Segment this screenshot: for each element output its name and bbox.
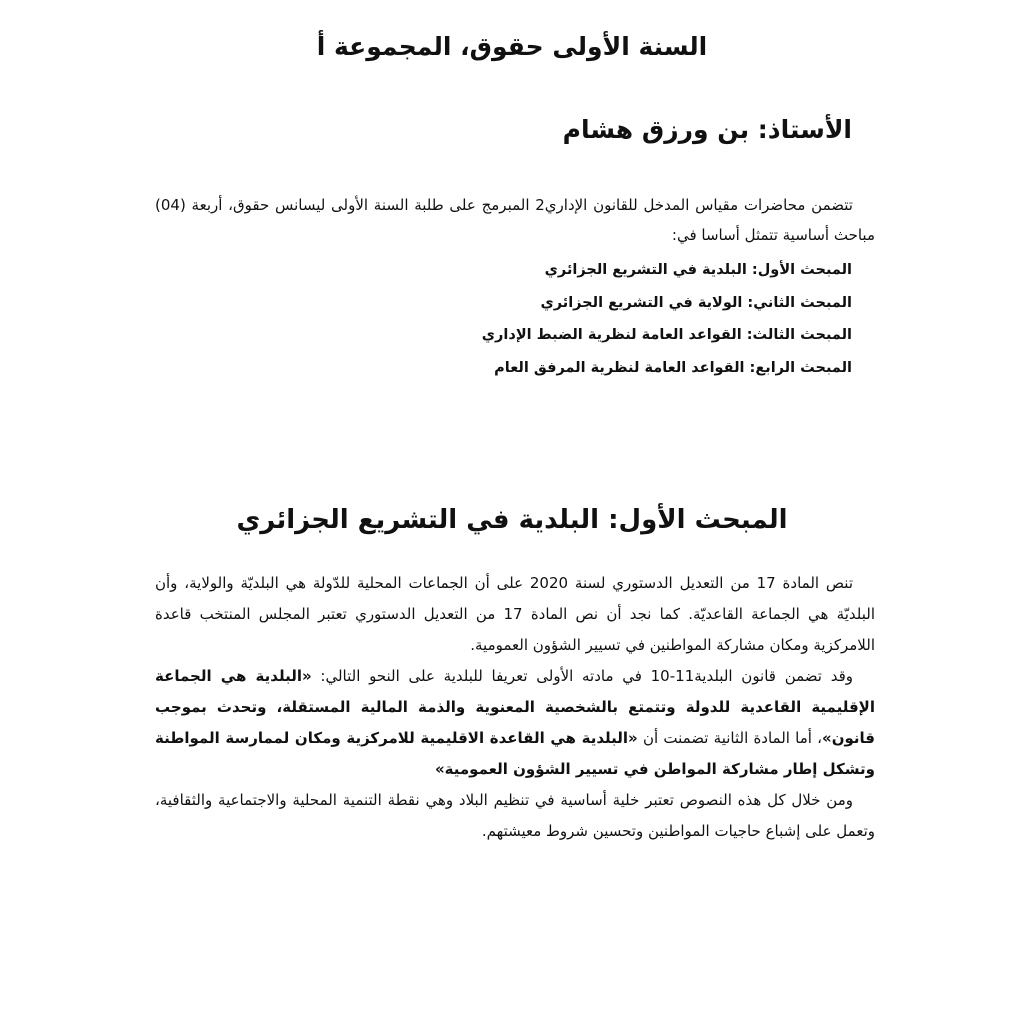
definition-middle: ، أما المادة الثانية تضمنت أن [637, 729, 822, 747]
chapter-item: المبحث الأول: البلدية في التشريع الجزائري [544, 262, 852, 278]
paragraph-definition [155, 661, 875, 785]
intro-paragraph [155, 190, 875, 250]
paragraph-constitution: تنص المادة 17 من التعديل الدستوري لسنة 2020 على أن الجماعات المحلية للدّولة هي البلديّة والولاية، وأن البلديّة هي الجماعة القاعديّة. كما نجد أن نص المادة 17 من التعديل الدستوري تعتبر المجلس المنتخب قاعدة اللامركزية ومكان مشاركة المواطنين في تسيير الشؤون العمومية. [155, 574, 875, 654]
professor-name: الأستاذ: بن ورزق هشام [562, 115, 852, 144]
section-body [155, 568, 875, 847]
chapter-item: المبحث الثاني: الولاية في التشريع الجزائري [540, 294, 852, 311]
definition-lead: وقد تضمن قانون البلدية11-10 في مادته الأولى تعريفا للبلدية على النحو التالي: [311, 667, 853, 685]
definition-quote-article1: «البلدية هي الجماعة الإقليمية القاعدية للدولة وتتمتع بالشخصية المعنوية والذمة المالية المستقلة، وتحدث بموجب قانون» [155, 667, 875, 747]
paragraph-conclusion: ومن خلال كل هذه النصوص تعتبر خلية أساسية في تنظيم البلاد وهي نقطة التنمية المحلية والاجتماعية والثقافية، وتعمل على إشباع حاجيات المواطنين وتحسين شروط معيشتهم. [155, 791, 875, 840]
intro-text: تتضمن محاضرات مقياس المدخل للقانون الإداري2 المبرمج على طلبة السنة الأولى ليسانس حقوق، أربعة (04) مباحث أساسية تتمثل أساسا في: [155, 196, 875, 244]
definition-quote-article2: «البلدية هي القاعدة الاقليمية للامركزية ومكان لممارسة المواطنة وتشكل إطار مشاركة المواطن في تسيير الشؤون العمومية» [155, 729, 875, 778]
chapters-list [482, 254, 852, 384]
chapter-item: المبحث الرابع: القواعد العامة لنظرية المرفق العام [494, 359, 852, 376]
chapter-item: المبحث الثالث: القواعد العامة لنظرية الضبط الإداري [481, 327, 852, 343]
course-title: السنة الأولى حقوق، المجموعة أ [316, 32, 708, 61]
section-heading: المبحث الأول: البلدية في التشريع الجزائري [236, 505, 788, 535]
